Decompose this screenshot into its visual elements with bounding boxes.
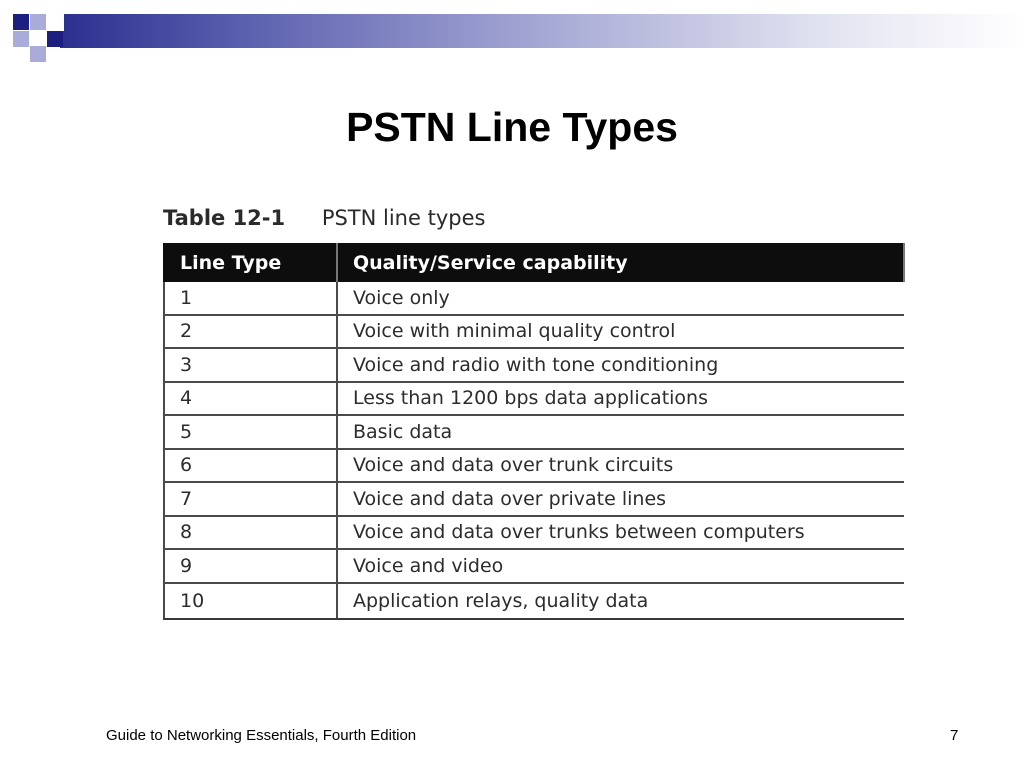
table-row: [164, 382, 904, 416]
decor-square: [13, 31, 29, 47]
quality-cell: Voice and radio with tone conditioning: [337, 348, 904, 382]
table-row: [164, 348, 904, 382]
line-type-cell: 5: [164, 415, 337, 449]
quality-cell: Voice only: [337, 282, 904, 315]
table-header-row: [164, 243, 904, 282]
slide-title: PSTN Line Types: [346, 104, 678, 150]
column-header-quality: Quality/Service capability: [337, 243, 904, 282]
line-type-cell: 6: [164, 449, 337, 483]
quality-cell: Voice and data over private lines: [337, 482, 904, 516]
quality-cell: Basic data: [337, 415, 904, 449]
line-type-cell: 7: [164, 482, 337, 516]
line-type-cell: 4: [164, 382, 337, 416]
column-header-line-type: Line Type: [164, 243, 337, 282]
line-type-cell: 1: [164, 282, 337, 315]
quality-cell: Voice and video: [337, 549, 904, 583]
quality-cell: Less than 1200 bps data applications: [337, 382, 904, 416]
table-row: [164, 315, 904, 349]
table-row: [164, 415, 904, 449]
line-type-cell: 9: [164, 549, 337, 583]
line-type-cell: 3: [164, 348, 337, 382]
table-caption-title: PSTN line types: [321, 206, 486, 230]
page-number: 7: [950, 727, 959, 744]
decor-square: [47, 31, 63, 47]
quality-cell: Voice and data over trunk circuits: [337, 449, 904, 483]
table-row: [164, 282, 904, 315]
table-row: [164, 583, 904, 619]
table-row: [164, 449, 904, 483]
line-type-cell: 10: [164, 583, 337, 619]
quality-cell: Voice and data over trunks between computers: [337, 516, 904, 550]
header-gradient-band: [60, 14, 1024, 48]
table-row: [164, 516, 904, 550]
table-caption: [163, 206, 485, 230]
decor-square: [62, 0, 78, 14]
table-row: [164, 482, 904, 516]
table-row: [164, 549, 904, 583]
decor-square: [47, 14, 63, 30]
line-type-cell: 2: [164, 315, 337, 349]
decor-square: [13, 14, 29, 30]
decor-square: [30, 46, 46, 62]
footer-book-title: Guide to Networking Essentials, Fourth Edition: [106, 727, 417, 744]
decor-square: [30, 14, 46, 30]
quality-cell: Voice with minimal quality control: [337, 315, 904, 349]
pstn-line-types-table: [163, 243, 905, 620]
line-type-cell: 8: [164, 516, 337, 550]
table-caption-number: Table 12-1: [163, 206, 286, 230]
quality-cell: Application relays, quality data: [337, 583, 904, 619]
